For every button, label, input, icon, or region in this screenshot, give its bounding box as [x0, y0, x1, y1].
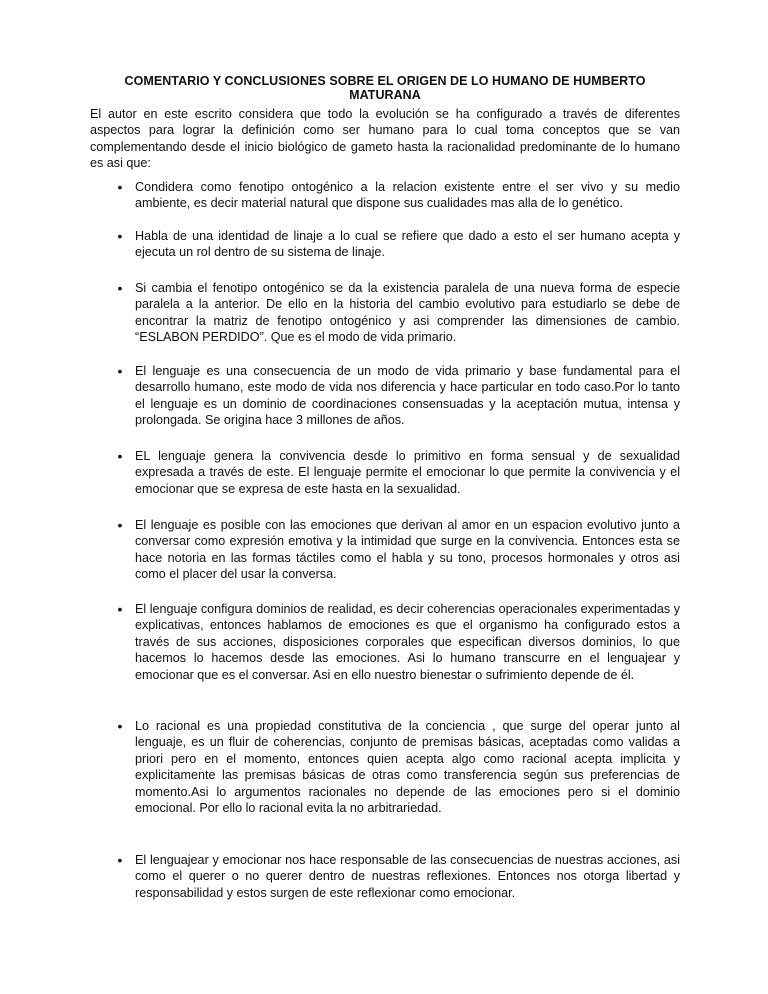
list-item-text: El lenguaje configura dominios de realidad, es decir coherencias operacionales experimentadas y explicativas, entonces hablamos de emociones es que el organismo ha configurado estos a través de sus acciones, disposiciones corporales que especifican diversos dominios, lo que hacemos lo hacemos desde las emociones. Asi lo humano transcurre en el lenguajear y emocionar que es el conversar. Asi en ello nuestro bienestar o sufrimiento depende de él. — [135, 602, 680, 682]
list-item-text: El lenguajear y emocionar nos hace responsable de las consecuencias de nuestras acciones, asi como el querer o no querer dentro de nuestras reflexiones. Entonces nos otorga libertad y responsabilidad y estos surgen de este reflexionar como emocionar. — [135, 853, 680, 900]
bullet-icon: • — [117, 718, 123, 734]
list-item-text: Habla de una identidad de linaje a lo cual se refiere que dado a esto el ser humano acepta y ejecuta un rol dentro de su sistema de linaje. — [135, 229, 680, 260]
list-item-text: Condidera como fenotipo ontogénico a la relacion existente entre el ser vivo y su medio ambiente, es decir material natural que dispone sus cualidades mas alla de lo genético. — [135, 180, 680, 211]
list-item-text: EL lenguaje genera la convivencia desde lo primitivo en forma sensual y de sexualidad expresada a través de este. El lenguaje permite el emocionar lo que permite la convivencia y el emocionar que se expresa de este hasta en la sexualidad. — [135, 449, 680, 496]
bullet-icon: • — [117, 363, 123, 379]
bullet-icon: • — [117, 601, 123, 617]
document-title: COMENTARIO Y CONCLUSIONES SOBRE EL ORIGEN DE LO HUMANO DE HUMBERTO MATURANA — [124, 74, 646, 102]
list-item-text: El lenguaje es posible con las emociones que derivan al amor en un espacion evolutivo junto a conversar como expresión emotiva y la intimidad que surge en la convivencia. Entonces esta se hace notoria en las formas táctiles como el habla y su tono, procesos hormonales y otros asi como el placer del usar la conversa. — [135, 518, 680, 582]
bullet-icon: • — [117, 228, 123, 244]
bullet-icon: • — [117, 852, 123, 868]
list-item-text: El lenguaje es una consecuencia de un modo de vida primario y base fundamental para el desarrollo humano, este modo de vida nos diferencia y hace particular en todo caso.Por lo tanto el lenguaje es un dominio de coordinaciones consensuadas y la aceptación mutua, intensa y prolongada. Se origina hace 3 millones de años. — [135, 364, 680, 428]
intro-paragraph: El autor en este escrito considera que todo la evolución se ha configurado a través de diferentes aspectos para lograr la definición como ser humano para lo cual toma conceptos que se van complementando desde el inicio biológico de gameto hasta la racionalidad predominante de lo humano es asi que: — [90, 107, 680, 171]
list-item-text: Lo racional es una propiedad constitutiva de la conciencia , que surge del operar junto al lenguaje, es un fluir de coherencias, conjunto de premisas básicas, aceptadas como validas a priori pero en el momento, entonces quien acepta algo como racional acepta implicita y explicitamente las premisas básicas de otras como transferencia según sus preferencias de momento.Asi lo argumentos racionales no depende de las emociones pero si el dominio emocional. Por ello lo racional evita la no arbitrariedad. — [135, 719, 680, 816]
list-item-text: Si cambia el fenotipo ontogénico se da la existencia paralela de una nueva forma de especie paralela a la anterior. De ello en la historia del cambio evolutivo para estudiarlo se debe de encontrar la matriz de fenotipo ontogénico y asi comprender las dimensiones de cambio. “ESLABON PERDIDO”. Que es el modo de vida primario. — [135, 281, 680, 345]
bullet-icon: • — [117, 280, 123, 296]
bullet-icon: • — [117, 179, 123, 195]
bullet-icon: • — [117, 517, 123, 533]
bullet-icon: • — [117, 448, 123, 464]
